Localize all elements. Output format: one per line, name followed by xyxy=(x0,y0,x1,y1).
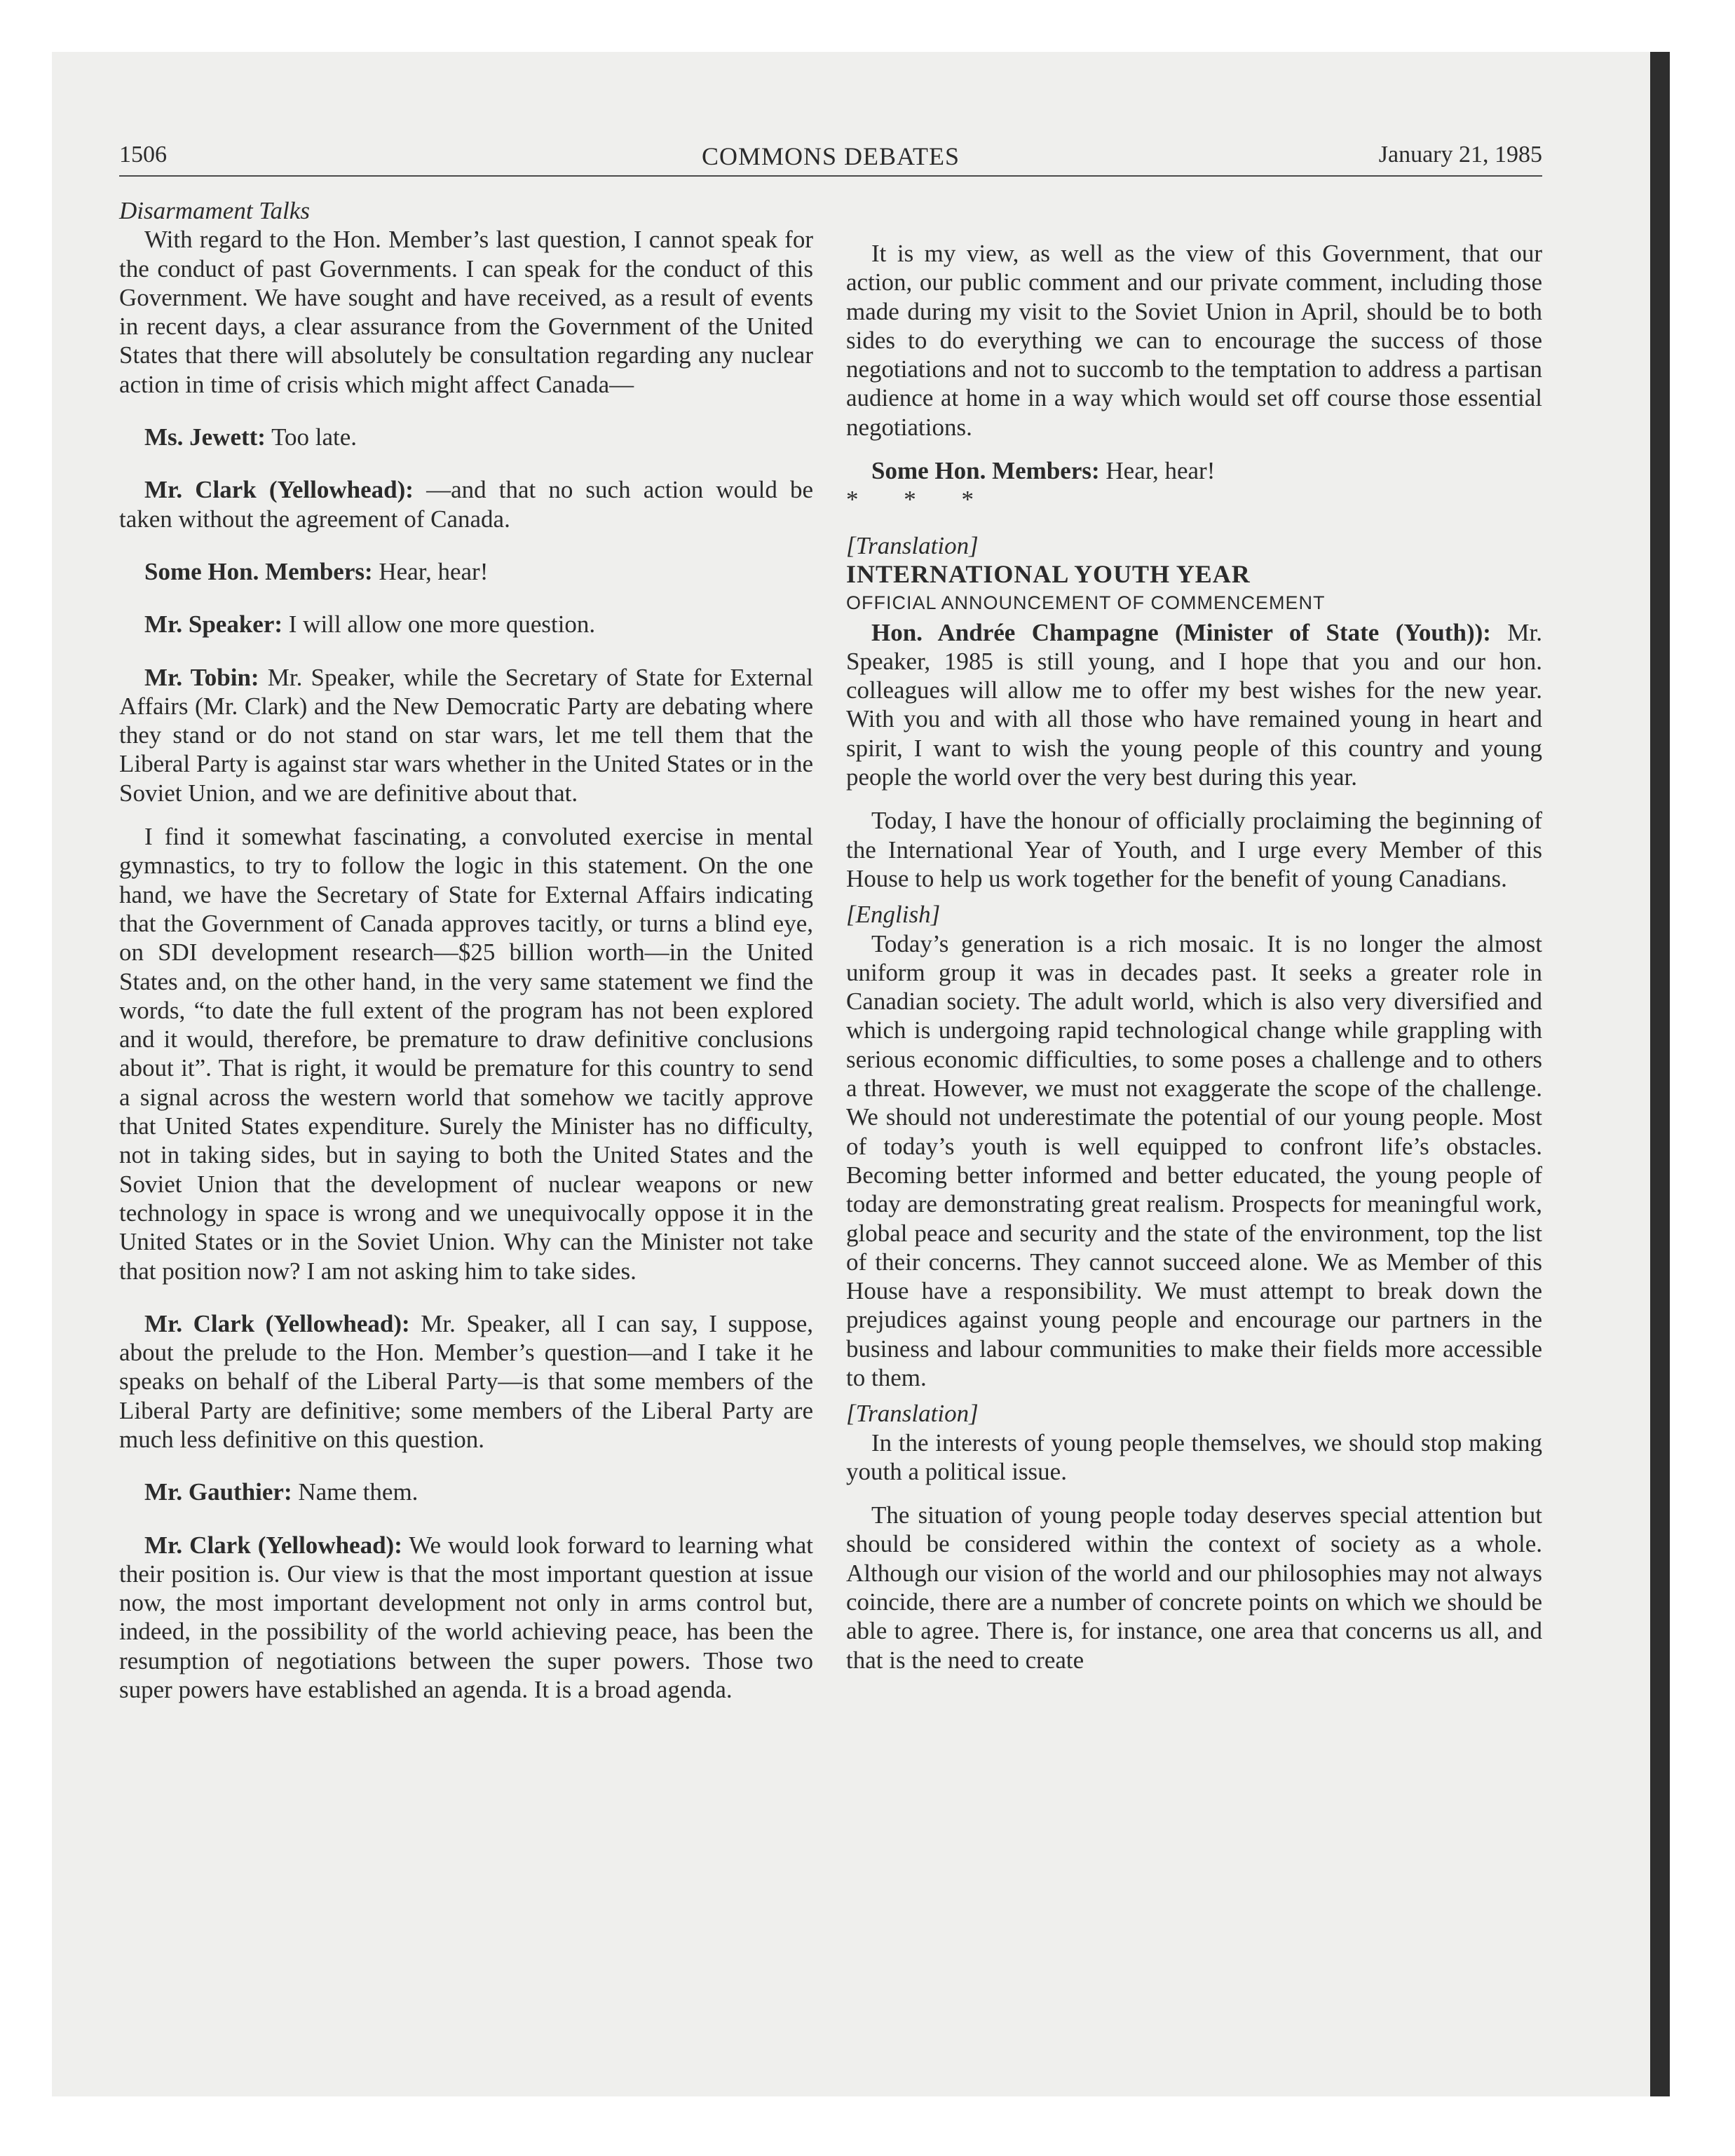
speaker-name: Some Hon. Members: xyxy=(144,557,373,585)
paragraph: It is my view, as well as the view of this Government, that our action, our public comment and our private comment, including those made during my visit to the Soviet Union in April, should be to both sides to do everything we can to encourage the success of those negotiations and not to succomb to the temptation to address a partisan audience at home in a way which would set off course those essential negotiations. xyxy=(846,240,1542,441)
speech-paragraph xyxy=(119,1309,813,1454)
speech-text: Hear, hear! xyxy=(1105,457,1216,485)
speech-paragraph xyxy=(846,618,1542,792)
speech-text: Too late. xyxy=(271,423,358,451)
paragraph: The situation of young people today deserves special attention but should be considered within the context of society as a whole. Although our vision of the world and our philosophies may not always coincide, there are a number of concrete points on which we should be able to agree. There is, for instance, one area that concerns us all, and that is the need to create xyxy=(846,1501,1542,1674)
speech-text: Name them. xyxy=(298,1478,419,1506)
speech-text: Mr. Speaker, 1985 is still young, and I hope that you and our hon. colleagues will allow me to offer my best wishes for the new year. With you and with all those who have remained young in heart and spirit, I want to wish the young people of this country and young people the world over the very best during this year. xyxy=(846,618,1542,791)
speaker-name: Some Hon. Members: xyxy=(871,457,1100,485)
publication-date: January 21, 1985 xyxy=(1378,142,1542,168)
speech-paragraph xyxy=(119,423,813,451)
speech-text: Mr. Speaker, all I can say, I suppose, about the prelude to the Hon. Member’s question—and I take it he speaks on behalf of the Liberal Party—is that some members of the Liberal Party are definitive; some members of the Liberal Party are much less definitive on this question. xyxy=(119,1309,813,1453)
language-tag: [English] xyxy=(846,901,941,929)
speech-paragraph xyxy=(119,1478,813,1506)
speech-text: Mr. Speaker, while the Secretary of State for External Affairs (Mr. Clark) and the New Democratic Party are debating where they stand or do not stand on star wars, let me tell them that the Liberal Party is against star wars whether in the United States or in the Soviet Union, and we are definitive about that. xyxy=(119,663,814,807)
speaker-name: Hon. Andrée Champagne (Minister of State (Youth)): xyxy=(871,618,1491,646)
header-rule xyxy=(119,175,1542,177)
speaker-name: Mr. Clark (Yellowhead): xyxy=(144,1531,402,1559)
speech-text: I will allow one more question. xyxy=(288,610,596,639)
speaker-name: Mr. Clark (Yellowhead): xyxy=(144,476,414,504)
speaker-name: Ms. Jewett: xyxy=(144,423,266,451)
section-title: INTERNATIONAL YOUTH YEAR xyxy=(846,559,1251,588)
speech-paragraph xyxy=(119,557,813,586)
speech-paragraph xyxy=(119,475,813,533)
paragraph: With regard to the Hon. Member’s last question, I cannot speak for the conduct of past Governments. I can speak for the conduct of this Government. We have sought and have received, as a result of events in recent days, a clear assurance from the Government of the United States that there will absolutely be consultation regarding any nuclear action in time of crisis which might affect Canada— xyxy=(119,226,813,398)
scan-edge-shadow xyxy=(1650,52,1670,2096)
speaker-name: Mr. Gauthier: xyxy=(144,1478,292,1506)
right-column xyxy=(846,196,1542,1674)
topic-heading: Disarmament Talks xyxy=(119,197,310,224)
speaker-name: Mr. Tobin: xyxy=(144,663,259,691)
speech-paragraph xyxy=(119,663,813,807)
section-separator: * * * xyxy=(846,486,993,514)
running-header xyxy=(119,137,1542,177)
section-subtitle: OFFICIAL ANNOUNCEMENT OF COMMENCEMENT xyxy=(846,592,1326,614)
language-tag: [Translation] xyxy=(846,1400,979,1428)
speech-text: We would look forward to learning what their position is. Our view is that the most important question at issue now, the most important development not only in arms control but, indeed, in the possibility of the world achieving peace, has been the resumption of negotiations between the super powers. Those two super powers have established an agenda. It is a broad agenda. xyxy=(119,1531,813,1704)
speaker-name: Mr. Speaker: xyxy=(144,610,283,639)
paragraph: Today’s generation is a rich mosaic. It is no longer the almost uniform group it was in decades past. It seeks a greater role in Canadian society. The adult world, which is also very diversified and which is undergoing rapid technological change while grappling with serious economic difficulties, to some poses a challenge and to others a threat. However, we must not exaggerate the scope of the challenge. We should not underestimate the potential of our young people. Most of today’s youth is well equipped to confront life’s obstacles. Becoming better informed and better educated, the young people of today are demonstrating great realism. Prospects for meaningful work, global peace and security and the state of the environment, top the list of their concerns. They cannot succeed alone. We as Member of this House have a responsibility. We must attempt to break down the prejudices against young people and encourage our partners in the business and labour communities to make their fields more accessible to them. xyxy=(846,929,1542,1391)
speech-text: —and that no such action would be taken without the agreement of Canada. xyxy=(119,476,813,533)
paragraph: In the interests of young people themselves, we should stop making youth a political issue. xyxy=(846,1428,1542,1485)
paragraph: Today, I have the honour of officially proclaiming the beginning of the International Year of Youth, and I urge every Member of this House to help us work together for the benefit of young Canadians. xyxy=(846,807,1542,892)
speaker-name: Mr. Clark (Yellowhead): xyxy=(144,1309,410,1337)
paragraph: I find it somewhat fascinating, a convoluted exercise in mental gymnastics, to try to follow the logic in this statement. On the one hand, we have the Secretary of State for External Affairs indicating that the Government of Canada approves tacitly, or turns a blind eye, on SDI development research—$25 billion worth—in the United States and, on the other hand, in the very same statement we find the words, “to date the full extent of the program has not been explored and it would, therefore, be premature to draw definitive conclusions about it”. That is right, it would be premature for this country to send a signal across the western world that somehow we tacitly approve that United States expenditure. Surely the Minister has no difficulty, not in taking sides, but in saying to both the United States and the Soviet Union that the development of nuclear weapons or new technology in space is wrong and we unequivocally oppose it in the United States or in the Soviet Union. Why can the Minister not take that position now? I am not asking him to take sides. xyxy=(119,823,813,1285)
speech-text: Hear, hear! xyxy=(379,557,489,585)
publication-title: COMMONS DEBATES xyxy=(701,142,960,170)
speech-paragraph xyxy=(119,610,813,639)
speech-paragraph xyxy=(846,456,1542,485)
speech-paragraph xyxy=(119,1531,813,1705)
page-number: 1506 xyxy=(119,142,167,168)
language-tag: [Translation] xyxy=(846,531,979,559)
left-column xyxy=(119,196,813,1704)
